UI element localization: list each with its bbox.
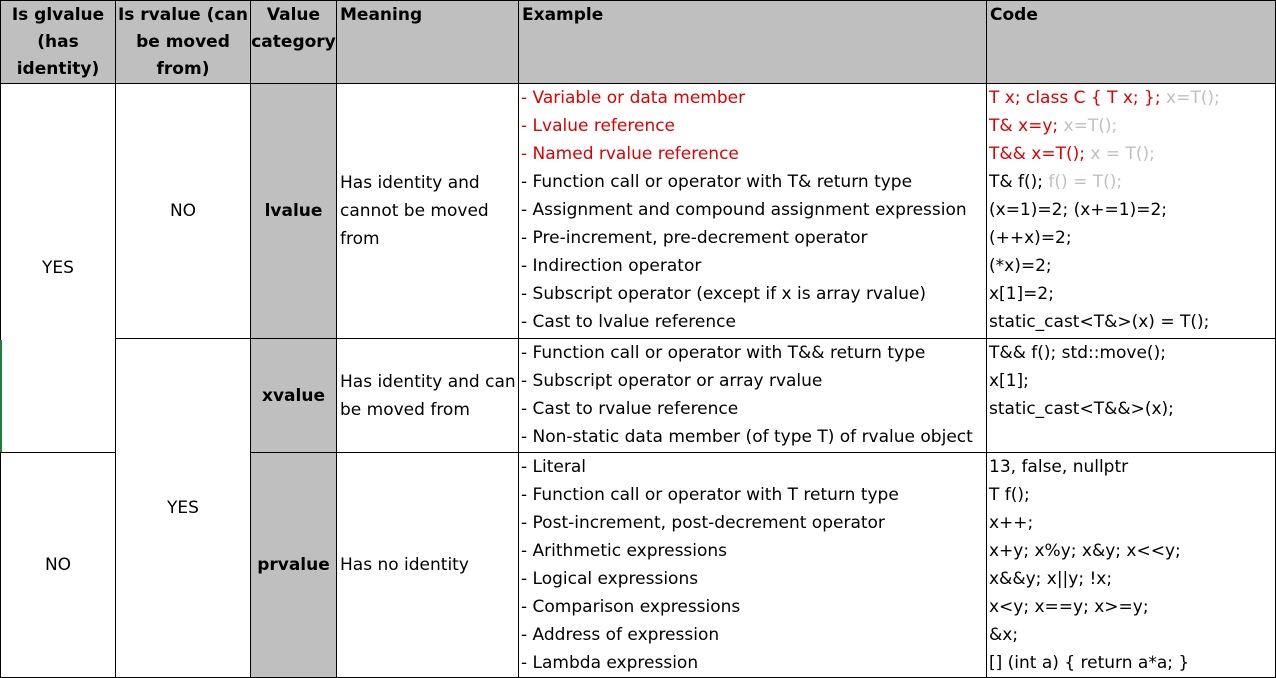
category-xvalue <box>251 339 337 453</box>
category-prvalue-text: prvalue <box>257 555 330 575</box>
header-rvalue-text: Is rvalue (can be moved from) <box>117 5 249 79</box>
example-item: - Subscript operator or array rvalue <box>521 371 823 391</box>
header-category-text: Value category <box>251 5 336 52</box>
code-item: x<y; x==y; x>=y; <box>989 597 1149 617</box>
code-item <box>989 280 1275 308</box>
glvalue-no-text: NO <box>44 555 72 575</box>
category-prvalue <box>251 453 337 678</box>
code-main: static_cast<T&>(x) = T(); <box>989 312 1210 332</box>
example-item: - Pre-increment, pre-decrement operator <box>521 228 868 248</box>
glvalue-yes-text: YES <box>42 258 74 278</box>
header-glvalue <box>0 0 116 84</box>
code-item <box>989 308 1275 336</box>
category-lvalue <box>251 84 337 339</box>
header-code <box>987 0 1276 84</box>
code-item: T f(); <box>989 485 1030 505</box>
code-main: T& x=y; <box>989 116 1059 136</box>
example-item: - Logical expressions <box>521 569 699 589</box>
header-value-category <box>251 0 337 84</box>
code-main: T x; class C { T x; }; <box>989 88 1161 108</box>
example-item: - Named rvalue reference <box>521 144 739 164</box>
glvalue-no-cell <box>0 453 116 678</box>
code-item <box>989 168 1275 196</box>
code-lvalue <box>987 84 1276 339</box>
example-item: - Lambda expression <box>521 653 699 673</box>
glvalue-yes-cell <box>0 84 116 453</box>
example-item: - Cast to rvalue reference <box>521 399 739 419</box>
rvalue-yes-text: YES <box>167 498 199 518</box>
example-item: - Subscript operator (except if x is array rvalue) <box>521 284 927 304</box>
code-xvalue <box>987 339 1276 453</box>
code-item <box>989 112 1275 140</box>
code-item: T&& f(); std::move(); <box>989 343 1166 363</box>
header-code-text: Code <box>990 5 1038 25</box>
code-main: (++x)=2; <box>989 228 1072 248</box>
example-item: - Arithmetic expressions <box>521 541 728 561</box>
selection-marker <box>0 340 2 452</box>
code-item: x&&y; x||y; !x; <box>989 569 1113 589</box>
examples-xvalue <box>519 339 987 453</box>
example-item: - Literal <box>521 457 586 477</box>
code-item: static_cast<T&&>(x); <box>989 399 1174 419</box>
examples-lvalue <box>519 84 987 339</box>
code-item: x++; <box>989 513 1034 533</box>
code-extra: x=T(); <box>1058 116 1118 136</box>
rvalue-no-text: NO <box>169 201 197 221</box>
code-item <box>989 84 1275 112</box>
example-item: - Post-increment, post-decrement operator <box>521 513 885 533</box>
code-prvalue <box>987 453 1276 678</box>
code-main: x[1]=2; <box>989 284 1054 304</box>
example-item: - Indirection operator <box>521 256 702 276</box>
code-extra: x = T(); <box>1084 144 1155 164</box>
example-item: - Non-static data member (of type T) of rvalue object <box>521 427 973 447</box>
example-item: - Assignment and compound assignment expression <box>521 200 967 220</box>
examples-prvalue <box>519 453 987 678</box>
code-extra: f() = T(); <box>1043 172 1123 192</box>
example-item: - Cast to lvalue reference <box>521 312 736 332</box>
code-item <box>989 196 1275 224</box>
code-item <box>989 140 1275 168</box>
header-meaning <box>337 0 519 84</box>
code-extra: x=T(); <box>1160 88 1220 108</box>
example-item: - Comparison expressions <box>521 597 741 617</box>
meaning-prvalue-text: Has no identity <box>340 555 469 575</box>
code-item: &x; <box>989 625 1019 645</box>
code-item: 13, false, nullptr <box>989 457 1129 477</box>
code-item: x+y; x%y; x&y; x<<y; <box>989 541 1181 561</box>
header-meaning-text: Meaning <box>340 5 423 25</box>
code-main: (*x)=2; <box>989 256 1052 276</box>
code-main: T& f(); <box>989 172 1044 192</box>
rvalue-yes-cell <box>116 339 251 678</box>
example-item: - Lvalue reference <box>521 116 676 136</box>
code-item: x[1]; <box>989 371 1029 391</box>
header-example-text: Example <box>522 5 604 25</box>
meaning-lvalue-text: Has identity and cannot be moved from <box>340 173 489 249</box>
header-rvalue <box>116 0 251 84</box>
example-item: - Function call or operator with T&& return type <box>521 343 926 363</box>
meaning-xvalue <box>337 339 519 453</box>
header-example <box>519 0 987 84</box>
category-lvalue-text: lvalue <box>264 201 323 221</box>
code-item: [] (int a) { return a*a; } <box>989 653 1190 673</box>
code-main: T&& x=T(); <box>989 144 1085 164</box>
code-main: (x=1)=2; (x+=1)=2; <box>989 200 1167 220</box>
meaning-prvalue <box>337 453 519 678</box>
example-item: - Variable or data member <box>521 88 746 108</box>
rvalue-no-cell <box>116 84 251 339</box>
category-xvalue-text: xvalue <box>262 385 325 406</box>
meaning-xvalue-text: Has identity and can be moved from <box>340 371 516 420</box>
example-item: - Function call or operator with T return type <box>521 485 899 505</box>
example-item: - Function call or operator with T& return type <box>521 172 913 192</box>
code-item <box>989 252 1275 280</box>
meaning-lvalue <box>337 84 519 339</box>
header-glvalue-text: Is glvalue (has identity) <box>11 5 105 79</box>
example-item: - Address of expression <box>521 625 720 645</box>
code-item <box>989 224 1275 252</box>
